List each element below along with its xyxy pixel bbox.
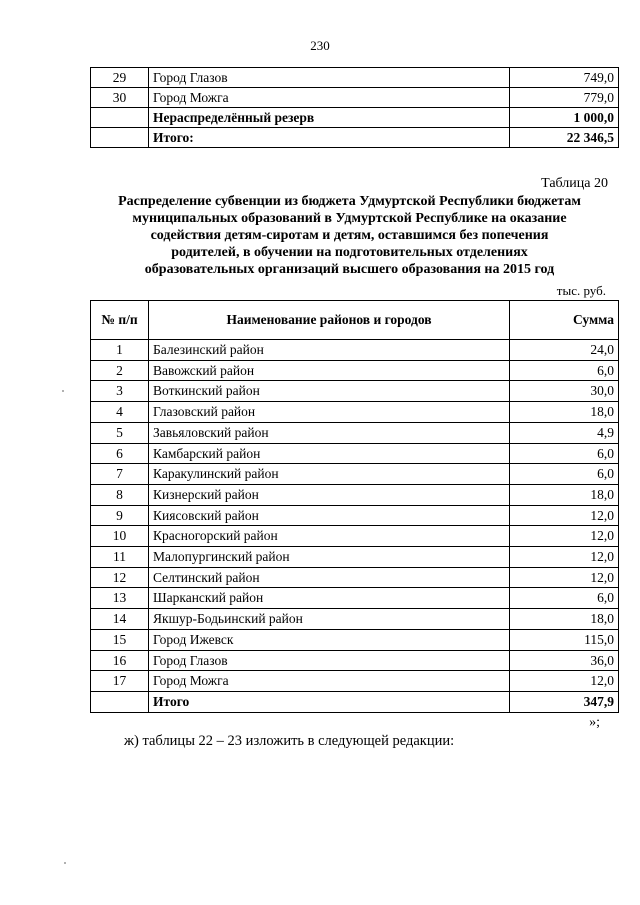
unit-label: тыс. руб. <box>556 283 606 298</box>
row-num: 29 <box>91 68 149 88</box>
row-num: 3 <box>91 381 149 402</box>
title-line: муниципальных образований в Удмуртской Республике на оказание <box>132 211 567 226</box>
row-sum: 12,0 <box>510 671 619 692</box>
row-name: Город Можга <box>149 88 510 108</box>
row-num: 2 <box>91 360 149 381</box>
row-num <box>91 108 149 128</box>
row-name: Каракулинский район <box>149 464 510 485</box>
table-row <box>91 505 619 526</box>
row-num: 11 <box>91 547 149 568</box>
row-num: 9 <box>91 505 149 526</box>
row-sum: 18,0 <box>510 402 619 423</box>
header-name: Наименование районов и городов <box>149 301 510 340</box>
header-row <box>91 301 619 340</box>
row-sum: 18,0 <box>510 484 619 505</box>
scan-speck <box>64 862 66 864</box>
table-row <box>91 629 619 650</box>
row-name: Глазовский район <box>149 402 510 423</box>
table-row <box>91 443 619 464</box>
row-sum: 749,0 <box>510 68 619 88</box>
title-line: родителей, в обучении на подготовительных отделениях <box>171 245 528 260</box>
row-sum: 22 346,5 <box>510 128 619 148</box>
row-sum: 115,0 <box>510 629 619 650</box>
table-row <box>91 547 619 568</box>
row-name: Киясовский район <box>149 505 510 526</box>
row-sum: 24,0 <box>510 340 619 361</box>
row-sum: 18,0 <box>510 609 619 630</box>
row-sum: 36,0 <box>510 650 619 671</box>
row-name: Селтинский район <box>149 567 510 588</box>
table-label: Таблица 20 <box>541 176 608 191</box>
total-row <box>91 691 619 712</box>
row-name: Нераспределённый резерв <box>149 108 510 128</box>
row-sum: 6,0 <box>510 588 619 609</box>
row-name: Город Можга <box>149 671 510 692</box>
title-line: образовательных организаций высшего образования на 2015 год <box>144 262 555 277</box>
row-num: 17 <box>91 671 149 692</box>
row-num: 7 <box>91 464 149 485</box>
title-line: содействия детям-сиротам и детям, оставшимся без попечения <box>150 228 549 243</box>
row-name: Воткинский район <box>149 381 510 402</box>
table-row <box>91 464 619 485</box>
row-num: 14 <box>91 609 149 630</box>
row-num: 30 <box>91 88 149 108</box>
row-name: Город Глазов <box>149 650 510 671</box>
table-row <box>91 484 619 505</box>
total-num-cell <box>91 691 149 712</box>
row-num: 6 <box>91 443 149 464</box>
top-table-body <box>91 68 619 148</box>
table-row <box>91 422 619 443</box>
row-sum: 6,0 <box>510 443 619 464</box>
row-name: Малопургинский район <box>149 547 510 568</box>
row-sum: 6,0 <box>510 464 619 485</box>
row-sum: 12,0 <box>510 547 619 568</box>
row-num: 1 <box>91 340 149 361</box>
table-row <box>91 128 619 148</box>
table-row <box>91 381 619 402</box>
row-name: Шарканский район <box>149 588 510 609</box>
row-sum: 779,0 <box>510 88 619 108</box>
table-row <box>91 671 619 692</box>
row-name: Город Глазов <box>149 68 510 88</box>
title-line: Распределение субвенции из бюджета Удмуртской Республики бюджетам <box>118 194 581 209</box>
row-name: Красногорский район <box>149 526 510 547</box>
row-name: Завьяловский район <box>149 422 510 443</box>
table-row <box>91 68 619 88</box>
row-name: Балезинский район <box>149 340 510 361</box>
row-sum: 4,9 <box>510 422 619 443</box>
main-table-body <box>91 340 619 692</box>
table-row <box>91 108 619 128</box>
row-name: Город Ижевск <box>149 629 510 650</box>
scan-speck <box>62 390 64 392</box>
row-num: 8 <box>91 484 149 505</box>
top-table <box>90 67 619 148</box>
row-name: Кизнерский район <box>149 484 510 505</box>
row-sum: 12,0 <box>510 526 619 547</box>
row-num: 13 <box>91 588 149 609</box>
row-num: 10 <box>91 526 149 547</box>
total-sum: 347,9 <box>510 691 619 712</box>
row-sum: 12,0 <box>510 505 619 526</box>
table-row <box>91 402 619 423</box>
header-num: № п/п <box>91 301 149 340</box>
page-number: 230 <box>310 38 330 53</box>
row-name: Итого: <box>149 128 510 148</box>
table-row <box>91 567 619 588</box>
row-num: 12 <box>91 567 149 588</box>
row-sum: 30,0 <box>510 381 619 402</box>
row-sum: 1 000,0 <box>510 108 619 128</box>
table-row <box>91 526 619 547</box>
header-sum: Сумма <box>510 301 619 340</box>
row-num: 5 <box>91 422 149 443</box>
closing-quote: »; <box>589 715 600 730</box>
table-row <box>91 650 619 671</box>
row-num: 16 <box>91 650 149 671</box>
row-name: Якшур-Бодьинский район <box>149 609 510 630</box>
table-row <box>91 588 619 609</box>
table-row <box>91 360 619 381</box>
total-label: Итого <box>149 691 510 712</box>
row-sum: 6,0 <box>510 360 619 381</box>
table-title <box>90 193 609 278</box>
row-num: 4 <box>91 402 149 423</box>
table-row <box>91 609 619 630</box>
table-row <box>91 88 619 108</box>
row-name: Вавожский район <box>149 360 510 381</box>
row-num: 15 <box>91 629 149 650</box>
row-name: Камбарский район <box>149 443 510 464</box>
footer-text: ж) таблицы 22 – 23 изложить в следующей редакции: <box>124 733 455 749</box>
row-sum: 12,0 <box>510 567 619 588</box>
table-row <box>91 340 619 361</box>
main-table <box>90 300 619 713</box>
row-num <box>91 128 149 148</box>
